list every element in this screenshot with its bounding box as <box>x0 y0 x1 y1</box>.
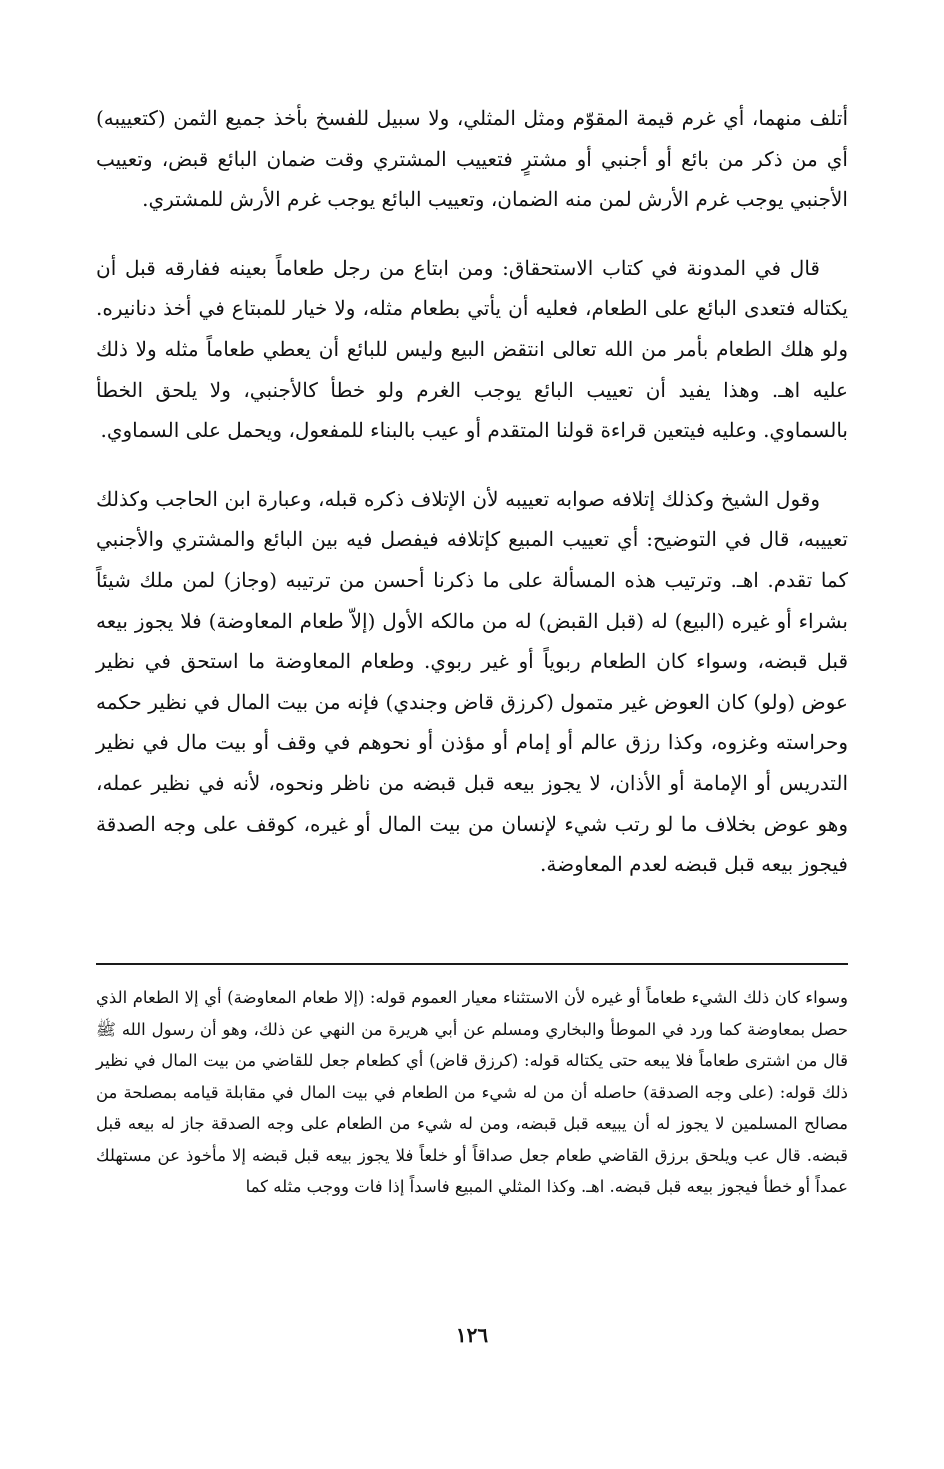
paragraph-3: وقول الشيخ وكذلك إتلافه صوابه تعييبه لأن الإتلاف ذكره قبله، وعبارة ابن الحاجب وكذلك تعييبه، قال في التوضيح: أي تعييب المبيع كإتلافه فيفصل فيه بين البائع والمشتري والأجنبي كما تقدم. اهـ. وترتيب هذه المسألة على ما ذكرنا أحسن من ترتيبه (وجاز) لمن ملك شيئاً بشراء أو غيره (البيع) له (قبل القبض) له من مالكه الأول (إلاّ طعام المعاوضة) فلا يجوز بيعه قبل قبضه، وسواء كان الطعام ربوياً أو غير ربوي. وطعام المعاوضة ما استحق في نظير عوض (ولو) كان العوض غير متمول (كرزق قاض وجندي) فإنه من بيت المال في نظير حكمه وحراسته وغزوه، وكذا رزق عالم أو إمام أو مؤذن أو نحوهم في وقف أو بيت مال في نظير التدريس أو الإمامة أو الأذان، لا يجوز بيعه قبل قبضه من ناظر ونحوه، لأنه في نظير عمله، وهو عوض بخلاف ما لو رتب شيء لإنسان من بيت المال أو غيره، كوقف على وجه الصدقة فيجوز بيعه قبل قبضه لعدم المعاوضة. <box>96 486 848 877</box>
footnote-section <box>96 982 848 1203</box>
paragraph-2: قال في المدونة في كتاب الاستحقاق: ومن ابتاع من رجل طعاماً بعينه ففارقه قبل أن يكتاله فتعدى البائع على الطعام، فعليه أن يأتي بطعام مثله، ولا خيار للمبتاع في أخذ دنانيره. ولو هلك الطعام بأمر من الله تعالى انتقض البيع وليس للبائع أن يعطي طعاماً مثله ولا ذلك عليه اهـ. وهذا يفيد أن تعييب البائع يوجب الغرم ولو خطأ كالأجنبي، ولا يلحق الخطأ بالسماوي. وعليه فيتعين قراءة قولنا المتقدم أو عيب بالبناء للمفعول، ويحمل على السماوي. <box>96 255 848 443</box>
footnote-divider <box>96 963 848 965</box>
paragraph-1: أتلف منهما، أي غرم قيمة المقوّم ومثل المثلي، ولا سبيل للفسخ بأخذ جميع الثمن (كتعييبه) أي من ذكر من بائع أو أجنبي أو مشترٍ فتعييب المشتري وقت ضمان البائع قبض، وتعييب الأجنبي يوجب غرم الأرش لمن منه الضمان، وتعييب البائع يوجب غرم الأرش للمشتري. <box>96 106 848 212</box>
main-text-body <box>96 98 848 885</box>
footnote-text: وسواء كان ذلك الشيء طعاماً أو غيره لأن الاستثناء معيار العموم قوله: (إلا طعام المعاوضة) أي إلا الطعام الذي حصل بمعاوضة كما ورد في الموطأ والبخاري ومسلم عن أبي هريرة من النهي عن ذلك، وهو أن رسول الله ﷺ قال من اشترى طعاماً فلا يبعه حتى يكتاله قوله: (كرزق قاض) أي كطعام جعل للقاضي من بيت المال في نظير ذلك قوله: (على وجه الصدقة) حاصله أن من له شيء من الطعام في بيت المال في مقابلة قيامه بمصلحة من مصالح المسلمين لا يجوز له أن يبيعه قبل قبضه، ومن له شيء من الطعام على وجه الصدقة جاز له بيعه قبل قبضه. قال عب ويلحق برزق القاضي طعام جعل صداقاً أو خلعاً فلا يجوز بيعه قبل قبضه إلا مأخوذ عن مستهلك عمداً أو خطأ فيجوز بيعه قبل قبضه. اهـ. وكذا المثلي المبيع فاسداً إذا فات ووجب مثله كما <box>96 988 848 1196</box>
page-number: ١٢٦ <box>455 1323 489 1347</box>
